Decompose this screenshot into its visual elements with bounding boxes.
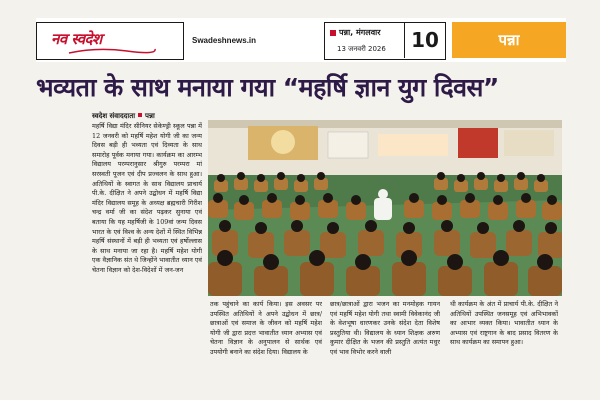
dateline-city: पन्ना, मंगलवार [339,28,381,37]
event-photo [208,120,562,296]
byline-separator-icon [138,113,142,117]
byline-source: स्वदेश संवाददाता [92,112,136,120]
brand-swoosh-icon [67,47,157,55]
dateline-marker-icon [330,30,336,36]
brand-name: नव स्वदेश [51,30,102,48]
edition-label: पन्ना [452,22,566,58]
byline [92,112,155,121]
site-url: Swadeshnews.in [192,36,257,45]
article-column-bottom-3: थी कार्यक्रम के अंत में प्राचार्य पी.के. दीक्षित ने अतिथियों उपस्थित जनसमूह एवं अभिभावकों का आभार व्यक्त किया। भावातीत ध्यान के अभ्यास एवं राष्ट्रगान के बाद प्रसाद वितरण के साथ कार्यक्रम का समापन हुआ। [450,300,558,347]
byline-city: पन्ना [145,112,155,120]
article-column-left: महर्षि विद्या मंदिर सीनियर सेकेण्ड्री स्कूल पन्ना में 12 जनवरी को महर्षि महेश योगी जी का जन्म दिवस बड़ी ही भव्यता एवं दिव्यता के साथ समारोह पूर्वक मनाया गया। कार्यक्रम का आरम्भ विद्यालय परम्परानुसार श्रीगुरु परम्परा मां सरस्वती पूजन एवं दीप प्रज्वलन के साथ हुआ। अतिथियों के स्वागत के साथ विद्यालय प्राचार्य पी.के. दीक्षित ने अपने उद्बोधन में महर्षि विद्या मंदिर विद्यालय समूह के अध्यक्ष ब्रह्मचारी गिरीश चन्द्र वर्मा जी का संदेश पढ़कर सुनाया एवं बताया कि यह महर्षिजी के 109वां जन्म दिवस भारत के एवं विश्व के अन्य देशों में स्थित विभिन्न महर्षि संस्थानों में बड़ी ही भव्यता एवं हर्षोल्लास के साथ मनाया जा रहा है। महर्षि महेश योगी एक वैज्ञानिक संत थे जिन्होंने भावातीत ध्यान एवं चेतना विज्ञान को देश-विदेशों में जन-जन [92,122,202,274]
masthead [36,18,566,62]
page-number: 10 [404,22,445,58]
article-headline: भव्यता के साथ मनाया गया “महर्षि ज्ञान युग दिवस” [36,73,499,102]
dateline-date: 13 जनवरी 2026 [337,45,386,53]
article-column-bottom-2: छात्र/छात्राओं द्वारा भजन का मनमोहक गायन एवं महर्षि महेश योगी तथा स्वामी विवेकानंद जी के वेशभूषा धारणकर उनके संदेश देता विशेष प्रस्तुतिया थी। विद्यालय के ध्यान शिक्षक अरुण कुमार दीक्षित के भजन की प्रस्तुति अत्यंत मधुर एवं भाव विभोर करने वाली [330,300,440,356]
article-column-bottom-1: तक पहुंचाने का कार्य किया। इस अवसर पर उपस्थित अतिथियों ने अपने उद्बोधन में छात्र/छात्राओं एवं समाज के जीवन को महर्षि महेश योगी जी द्वारा प्रदत्त भावातीत ध्यान अभ्यास एवं चेतना विज्ञान के अनुपालन से सार्थक एवं उपयोगी बनाने का संदेश दिया। विद्यालय के [210,300,322,356]
brand-logo [36,22,184,60]
